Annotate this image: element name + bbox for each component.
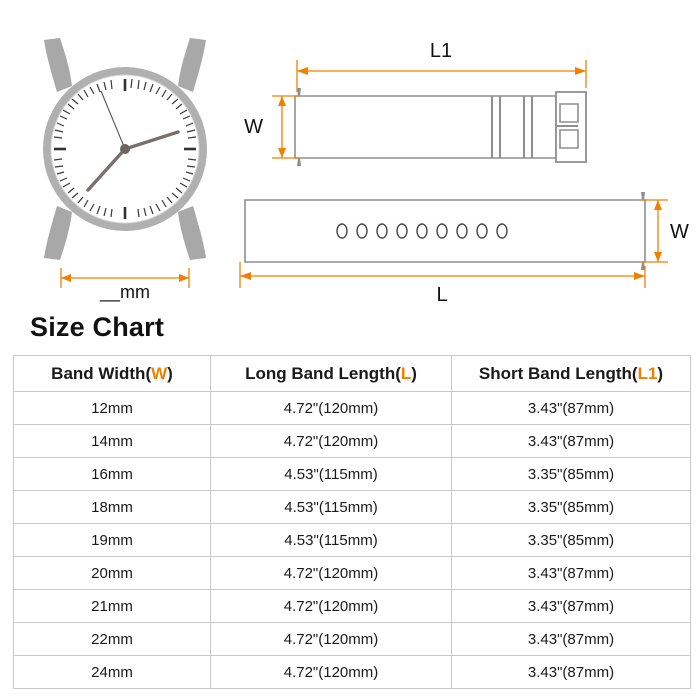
watch-illustration xyxy=(43,38,207,260)
column-header-long-suffix: ) xyxy=(411,363,417,383)
cell-long-band-length: 4.72"(120mm) xyxy=(211,623,452,656)
cell-long-band-length: 4.72"(120mm) xyxy=(211,392,452,425)
short-band-length-dimension xyxy=(297,60,586,92)
cell-band-width: 14mm xyxy=(14,425,211,458)
cell-short-band-length: 3.43"(87mm) xyxy=(452,557,691,590)
cell-short-band-length: 3.43"(87mm) xyxy=(452,656,691,689)
long-band-width-dimension xyxy=(642,200,668,262)
table-row xyxy=(14,557,691,590)
cell-band-width: 19mm xyxy=(14,524,211,557)
cell-short-band-length: 3.35"(85mm) xyxy=(452,458,691,491)
column-header-short-accent: L1 xyxy=(637,363,658,383)
short-band-width-label: W xyxy=(244,116,263,138)
long-band-width-label: W xyxy=(670,221,689,243)
cell-band-width: 20mm xyxy=(14,557,211,590)
size-chart-table-wrap xyxy=(13,355,687,689)
watch-and-band-diagram xyxy=(0,0,700,310)
cell-long-band-length: 4.72"(120mm) xyxy=(211,425,452,458)
table-row xyxy=(14,392,691,425)
table-row xyxy=(14,524,691,557)
diagram-area xyxy=(0,0,700,310)
page-title: Size Chart xyxy=(30,312,165,342)
cell-short-band-length: 3.43"(87mm) xyxy=(452,590,691,623)
cell-short-band-length: 3.43"(87mm) xyxy=(452,425,691,458)
table-row xyxy=(14,590,691,623)
cell-band-width: 16mm xyxy=(14,458,211,491)
column-header-long-accent: L xyxy=(400,363,412,383)
column-header-band-width-accent: W xyxy=(151,363,168,383)
cell-band-width: 21mm xyxy=(14,590,211,623)
watch-width-label: __mm xyxy=(99,282,151,302)
column-header-band-width-suffix: ) xyxy=(167,363,173,383)
column-header-short-text: Short Band Length( xyxy=(478,363,638,383)
table-header xyxy=(14,356,691,392)
cell-band-width: 12mm xyxy=(14,392,211,425)
size-chart-table xyxy=(13,355,691,689)
cell-long-band-length: 4.53"(115mm) xyxy=(211,458,452,491)
long-band-length-label: L xyxy=(436,284,448,306)
column-header-long-text: Long Band Length( xyxy=(245,363,401,383)
cell-short-band-length: 3.43"(87mm) xyxy=(452,392,691,425)
cell-band-width: 18mm xyxy=(14,491,211,524)
cell-short-band-length: 3.35"(85mm) xyxy=(452,524,691,557)
table-row xyxy=(14,491,691,524)
cell-long-band-length: 4.72"(120mm) xyxy=(211,656,452,689)
cell-long-band-length: 4.72"(120mm) xyxy=(211,557,452,590)
table-row xyxy=(14,458,691,491)
cell-short-band-length: 3.43"(87mm) xyxy=(452,623,691,656)
cell-long-band-length: 4.53"(115mm) xyxy=(211,524,452,557)
column-header-short-band-length xyxy=(452,356,691,392)
column-header-short-suffix: ) xyxy=(657,363,664,383)
column-header-band-width xyxy=(14,356,211,392)
table-row xyxy=(14,623,691,656)
short-band-illustration xyxy=(295,88,586,166)
cell-short-band-length: 3.35"(85mm) xyxy=(452,491,691,524)
table-row xyxy=(14,425,691,458)
cell-band-width: 22mm xyxy=(14,623,211,656)
column-header-band-width-text: Band Width( xyxy=(51,363,152,383)
table-body xyxy=(14,392,691,689)
short-band-length-label: L1 xyxy=(429,40,453,62)
column-header-long-band-length xyxy=(211,356,452,392)
table-header-row xyxy=(14,356,691,392)
cell-band-width: 24mm xyxy=(14,656,211,689)
cell-long-band-length: 4.72"(120mm) xyxy=(211,590,452,623)
table-row xyxy=(14,656,691,689)
cell-long-band-length: 4.53"(115mm) xyxy=(211,491,452,524)
long-band-illustration xyxy=(245,192,645,270)
